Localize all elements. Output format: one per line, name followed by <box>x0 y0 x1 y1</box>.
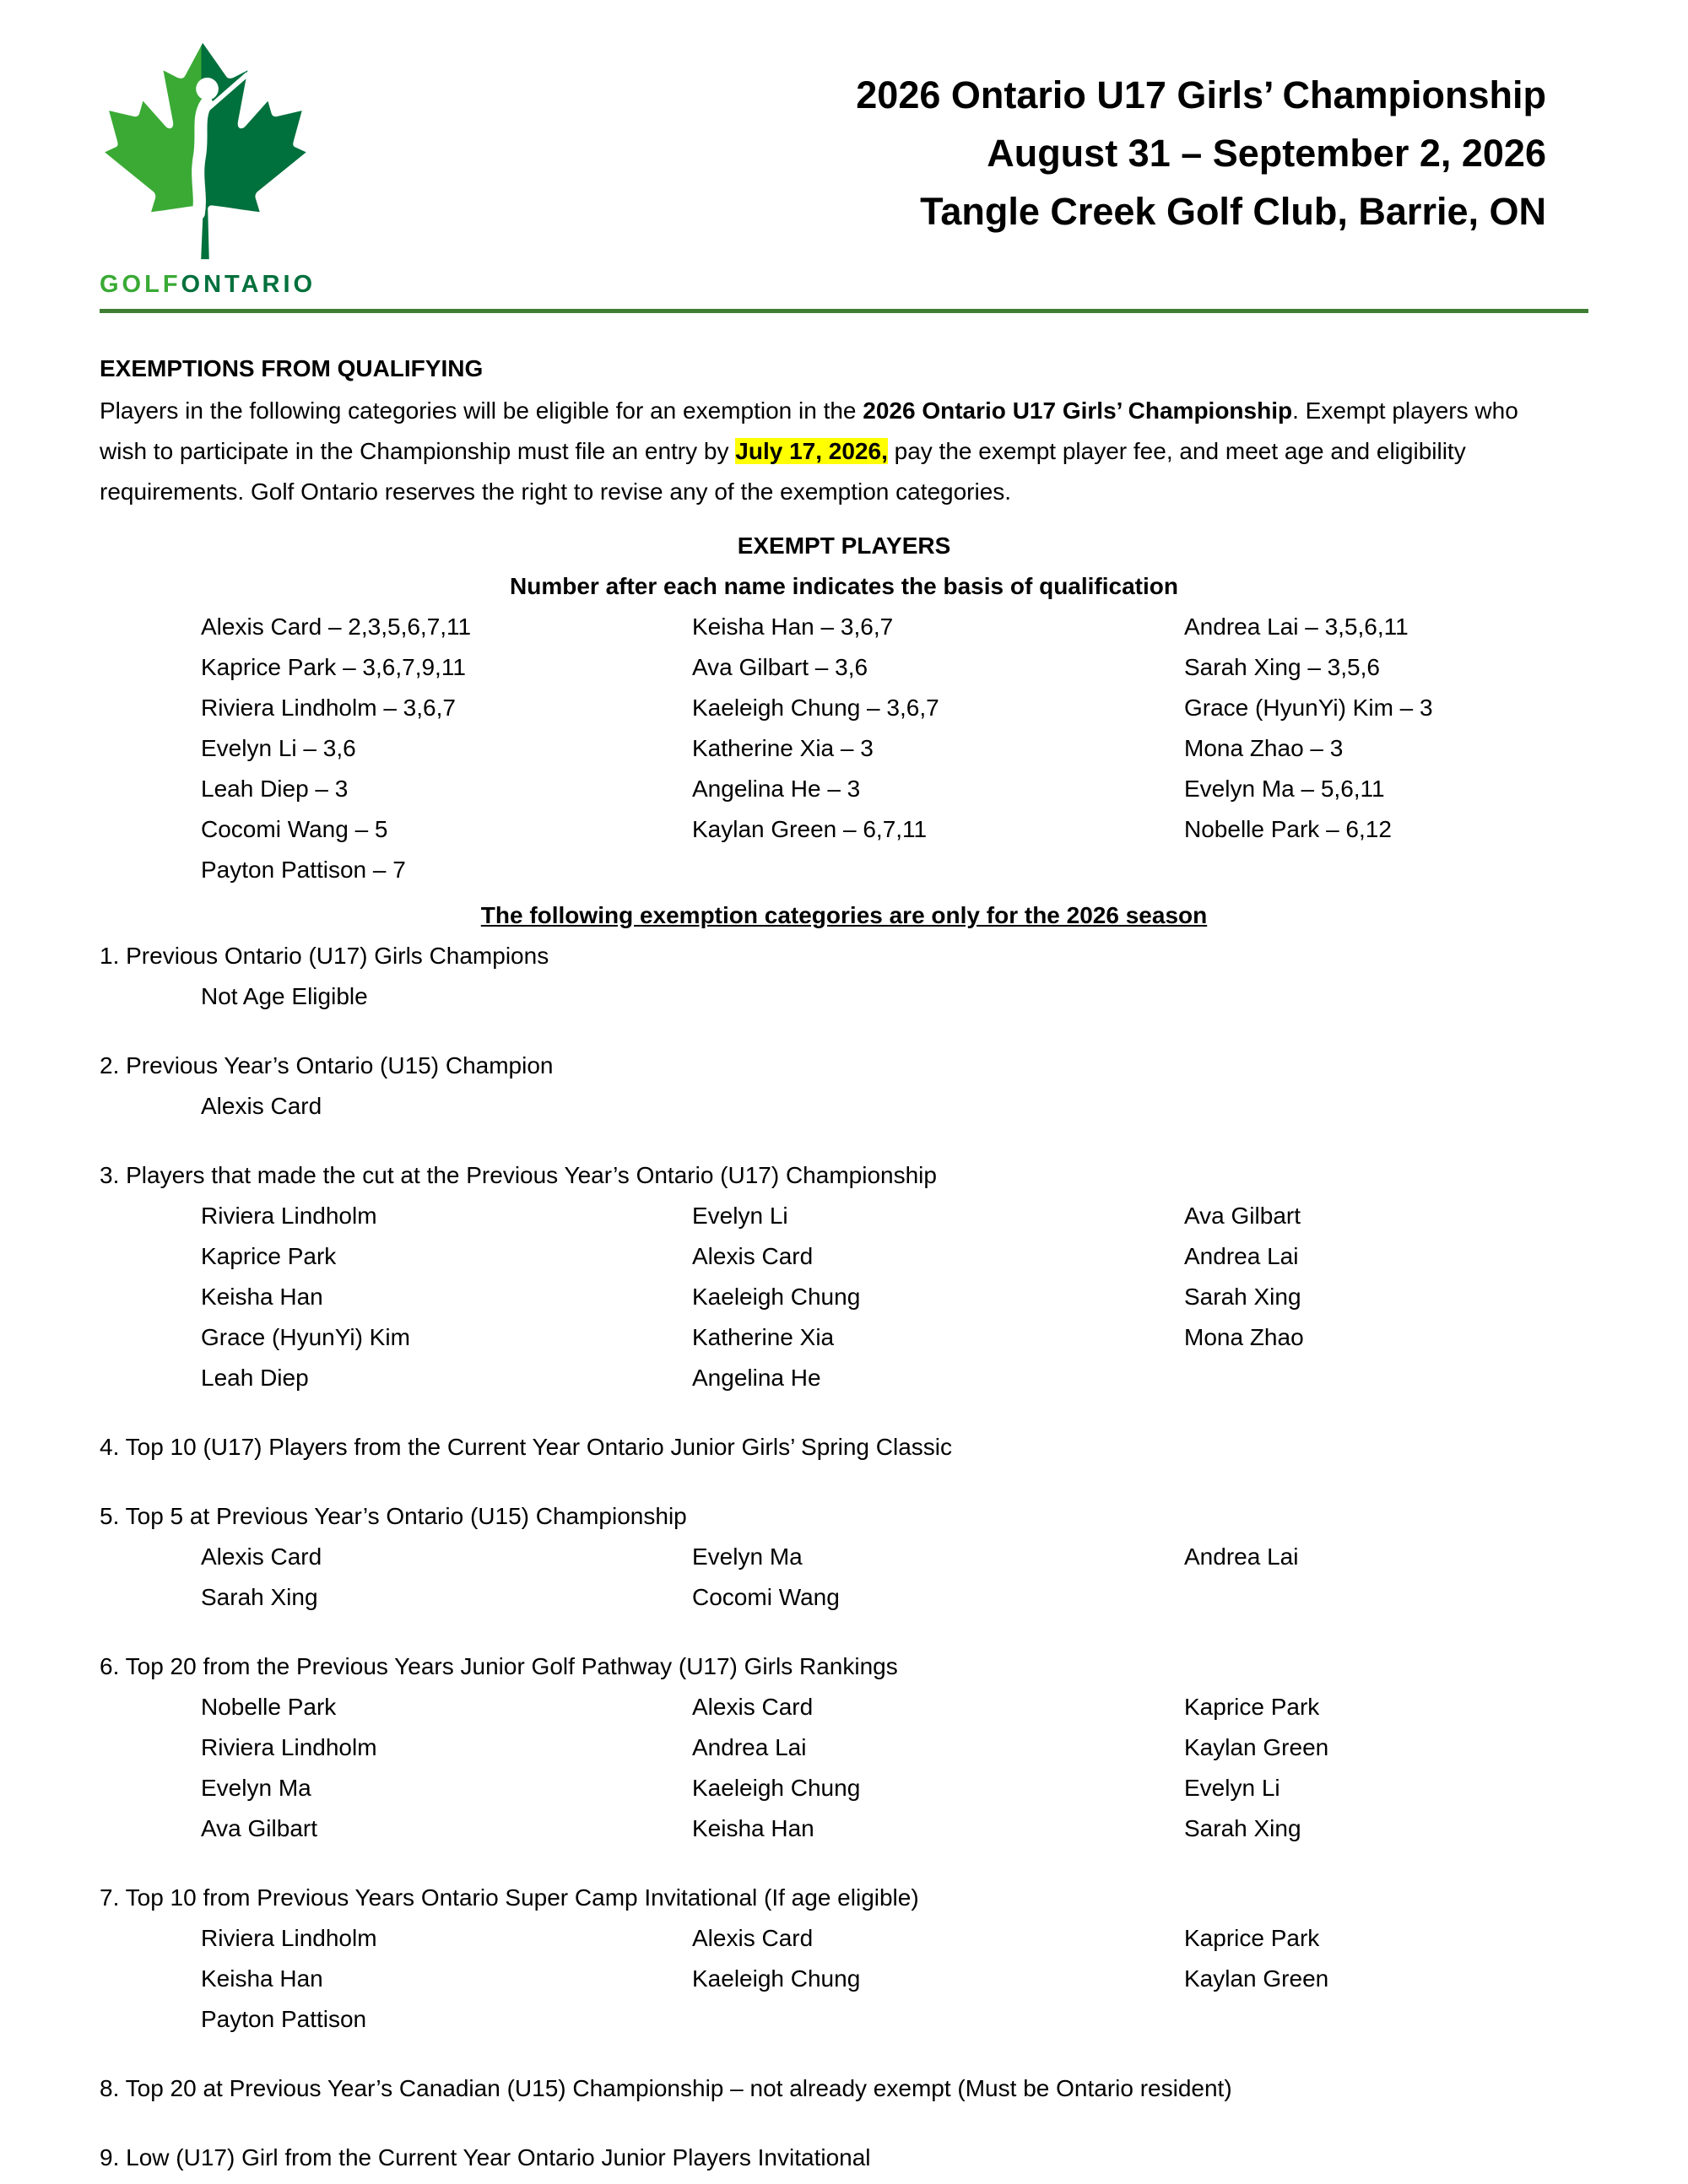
exemptions-intro <box>100 391 1560 512</box>
category-1 <box>100 936 1588 1017</box>
list-item: Evelyn Ma – 5,6,11 <box>1184 776 1385 802</box>
list-item: Alexis Card <box>692 1925 814 1951</box>
list-item: Andrea Lai <box>1184 1543 1299 1570</box>
category-7-col2 <box>692 1918 1184 2040</box>
list-item: Leah Diep <box>201 1365 309 1391</box>
category-5-col3 <box>1184 1537 1588 1618</box>
intro-championship-bold: 2026 Ontario U17 Girls’ Championship <box>863 397 1293 424</box>
category-2-col1 <box>201 1086 692 1127</box>
category-2-col3 <box>1184 1086 1588 1127</box>
category-6-col3 <box>1184 1687 1588 1849</box>
list-item: Keisha Han <box>201 1284 323 1310</box>
category-1-heading: 1. Previous Ontario (U17) Girls Champions <box>100 943 549 969</box>
category-6-col2 <box>692 1687 1184 1849</box>
category-9 <box>100 2138 1588 2178</box>
list-item: Alexis Card <box>201 1543 322 1570</box>
list-item: Keisha Han <box>201 1965 323 1992</box>
list-item: Evelyn Li <box>692 1203 788 1229</box>
category-2 <box>100 1046 1588 1127</box>
list-item: Kaylan Green <box>1184 1734 1329 1760</box>
list-item: Andrea Lai – 3,5,6,11 <box>1184 614 1409 640</box>
list-item: Keisha Han – 3,6,7 <box>692 614 894 640</box>
category-9-heading: 9. Low (U17) Girl from the Current Year Ontario Junior Players Invitational <box>100 2144 871 2170</box>
list-item: Nobelle Park <box>201 1694 337 1720</box>
category-7-col1 <box>201 1918 692 2040</box>
header-divider <box>100 309 1588 313</box>
list-item: Kaeleigh Chung – 3,6,7 <box>692 695 939 721</box>
list-item: Riviera Lindholm <box>201 1925 377 1951</box>
list-item: Evelyn Ma <box>201 1775 311 1801</box>
category-6 <box>100 1646 1588 1849</box>
category-7 <box>100 1878 1588 2040</box>
event-title: 2026 Ontario U17 Girls’ Championship <box>856 73 1546 116</box>
list-item: Riviera Lindholm – 3,6,7 <box>201 695 456 721</box>
list-item: Kaeleigh Chung <box>692 1775 861 1801</box>
category-5-col2 <box>692 1537 1184 1618</box>
exempt-players-columns <box>201 607 1588 890</box>
category-5 <box>100 1496 1588 1618</box>
list-item: Andrea Lai <box>1184 1243 1299 1269</box>
list-item: Riviera Lindholm <box>201 1203 377 1229</box>
category-8-heading: 8. Top 20 at Previous Year’s Canadian (U15) Championship – not already exempt (Must be Ontario resident) <box>100 2075 1232 2101</box>
logo-text-ontario: ONTARIO <box>181 271 316 298</box>
exempt-players-col1 <box>201 607 692 890</box>
list-item: Mona Zhao <box>1184 1324 1304 1350</box>
list-item: Kaylan Green <box>1184 1965 1329 1992</box>
list-item: Kaeleigh Chung <box>692 1965 861 1992</box>
list-item: Kaprice Park <box>1184 1694 1320 1720</box>
category-3-col3 <box>1184 1196 1588 1398</box>
category-2-col2 <box>692 1086 1184 1127</box>
category-5-columns <box>201 1537 1588 1618</box>
doc-header <box>100 37 1588 299</box>
exempt-players-subheading: Number after each name indicates the basis of qualification <box>510 573 1178 599</box>
list-item: Kaeleigh Chung <box>692 1284 861 1310</box>
list-item: Alexis Card <box>692 1694 814 1720</box>
list-item: Kaprice Park – 3,6,7,9,11 <box>201 654 466 680</box>
list-item: Sarah Xing <box>1184 1284 1301 1310</box>
list-item: Cocomi Wang <box>692 1584 840 1610</box>
category-3-heading: 3. Players that made the cut at the Previous Year’s Ontario (U17) Championship <box>100 1162 937 1188</box>
category-5-heading: 5. Top 5 at Previous Year’s Ontario (U15) Championship <box>100 1503 687 1529</box>
list-item: Angelina He – 3 <box>692 776 861 802</box>
exempt-players-heading: EXEMPT PLAYERS <box>737 532 951 559</box>
list-item: Grace (HyunYi) Kim – 3 <box>1184 695 1433 721</box>
logo-wordmark <box>100 270 387 299</box>
category-4 <box>100 1427 1588 1468</box>
list-item: Leah Diep – 3 <box>201 776 349 802</box>
list-item: Alexis Card <box>692 1243 814 1269</box>
list-item: Angelina He <box>692 1365 821 1391</box>
exempt-players-col2 <box>692 607 1184 890</box>
intro-text-1: Players in the following categories will be eligible for an exemption in the <box>100 397 863 424</box>
category-1-col1 <box>201 976 692 1017</box>
document-body <box>100 349 1588 2178</box>
logo-text-golf: GOLF <box>100 271 181 298</box>
list-item: Nobelle Park – 6,12 <box>1184 816 1392 842</box>
list-item: Evelyn Li <box>1184 1775 1280 1801</box>
list-item: Alexis Card – 2,3,5,6,7,11 <box>201 614 472 640</box>
event-title-block <box>856 37 1588 241</box>
list-item: Kaylan Green – 6,7,11 <box>692 816 928 842</box>
category-4-heading: 4. Top 10 (U17) Players from the Current Year Ontario Junior Girls’ Spring Classic <box>100 1434 952 1460</box>
list-item: Not Age Eligible <box>201 983 368 1009</box>
category-7-col3 <box>1184 1918 1588 2040</box>
entry-deadline-highlight: July 17, 2026, <box>735 438 888 464</box>
exempt-players-col3 <box>1184 607 1588 890</box>
category-2-columns <box>201 1086 1588 1127</box>
list-item: Grace (HyunYi) Kim <box>201 1324 410 1350</box>
intro-text-2: . Exempt players who wish to participate in the Championship must file an entry by <box>100 397 1518 464</box>
category-3-columns <box>201 1196 1588 1398</box>
list-item: Katherine Xia <box>692 1324 835 1350</box>
list-item: Payton Pattison <box>201 2006 367 2032</box>
category-7-columns <box>201 1918 1588 2040</box>
category-5-col1 <box>201 1537 692 1618</box>
list-item: Katherine Xia – 3 <box>692 735 874 761</box>
list-item: Mona Zhao – 3 <box>1184 735 1344 761</box>
list-item: Payton Pattison – 7 <box>201 857 406 883</box>
category-1-col2 <box>692 976 1184 1017</box>
golf-ontario-logo <box>100 37 387 299</box>
list-item: Kaprice Park <box>201 1243 337 1269</box>
list-item: Sarah Xing – 3,5,6 <box>1184 654 1380 680</box>
event-dates: August 31 – September 2, 2026 <box>987 132 1546 175</box>
exemptions-heading: EXEMPTIONS FROM QUALIFYING <box>100 355 484 381</box>
category-8 <box>100 2068 1588 2109</box>
list-item: Evelyn Ma <box>692 1543 803 1570</box>
list-item: Ava Gilbart <box>201 1815 317 1841</box>
list-item: Riviera Lindholm <box>201 1734 377 1760</box>
maple-leaf-golfer-icon <box>103 37 312 267</box>
category-2-heading: 2. Previous Year’s Ontario (U15) Champion <box>100 1052 554 1078</box>
intro-text-3: pay the exempt player fee, and meet age and eligibility requirements. Golf Ontario reserves the right to revise any of the exemption categories. <box>100 438 1466 505</box>
season-note: The following exemption categories are only for the 2026 season <box>480 902 1208 928</box>
category-3-col2 <box>692 1196 1184 1398</box>
list-item: Sarah Xing <box>1184 1815 1301 1841</box>
category-3-col1 <box>201 1196 692 1398</box>
list-item: Sarah Xing <box>201 1584 318 1610</box>
list-item: Evelyn Li – 3,6 <box>201 735 356 761</box>
list-item: Keisha Han <box>692 1815 814 1841</box>
category-1-col3 <box>1184 976 1588 1017</box>
category-6-heading: 6. Top 20 from the Previous Years Junior Golf Pathway (U17) Girls Rankings <box>100 1653 898 1679</box>
event-venue: Tangle Creek Golf Club, Barrie, ON <box>920 190 1546 233</box>
category-6-columns <box>201 1687 1588 1849</box>
list-item: Ava Gilbart – 3,6 <box>692 654 868 680</box>
list-item: Ava Gilbart <box>1184 1203 1301 1229</box>
list-item: Cocomi Wang – 5 <box>201 816 388 842</box>
category-1-columns <box>201 976 1588 1017</box>
category-6-col1 <box>201 1687 692 1849</box>
category-3 <box>100 1155 1588 1398</box>
category-7-heading: 7. Top 10 from Previous Years Ontario Super Camp Invitational (If age eligible) <box>100 1884 919 1911</box>
list-item: Kaprice Park <box>1184 1925 1320 1951</box>
list-item: Alexis Card <box>201 1093 322 1119</box>
list-item: Andrea Lai <box>692 1734 807 1760</box>
